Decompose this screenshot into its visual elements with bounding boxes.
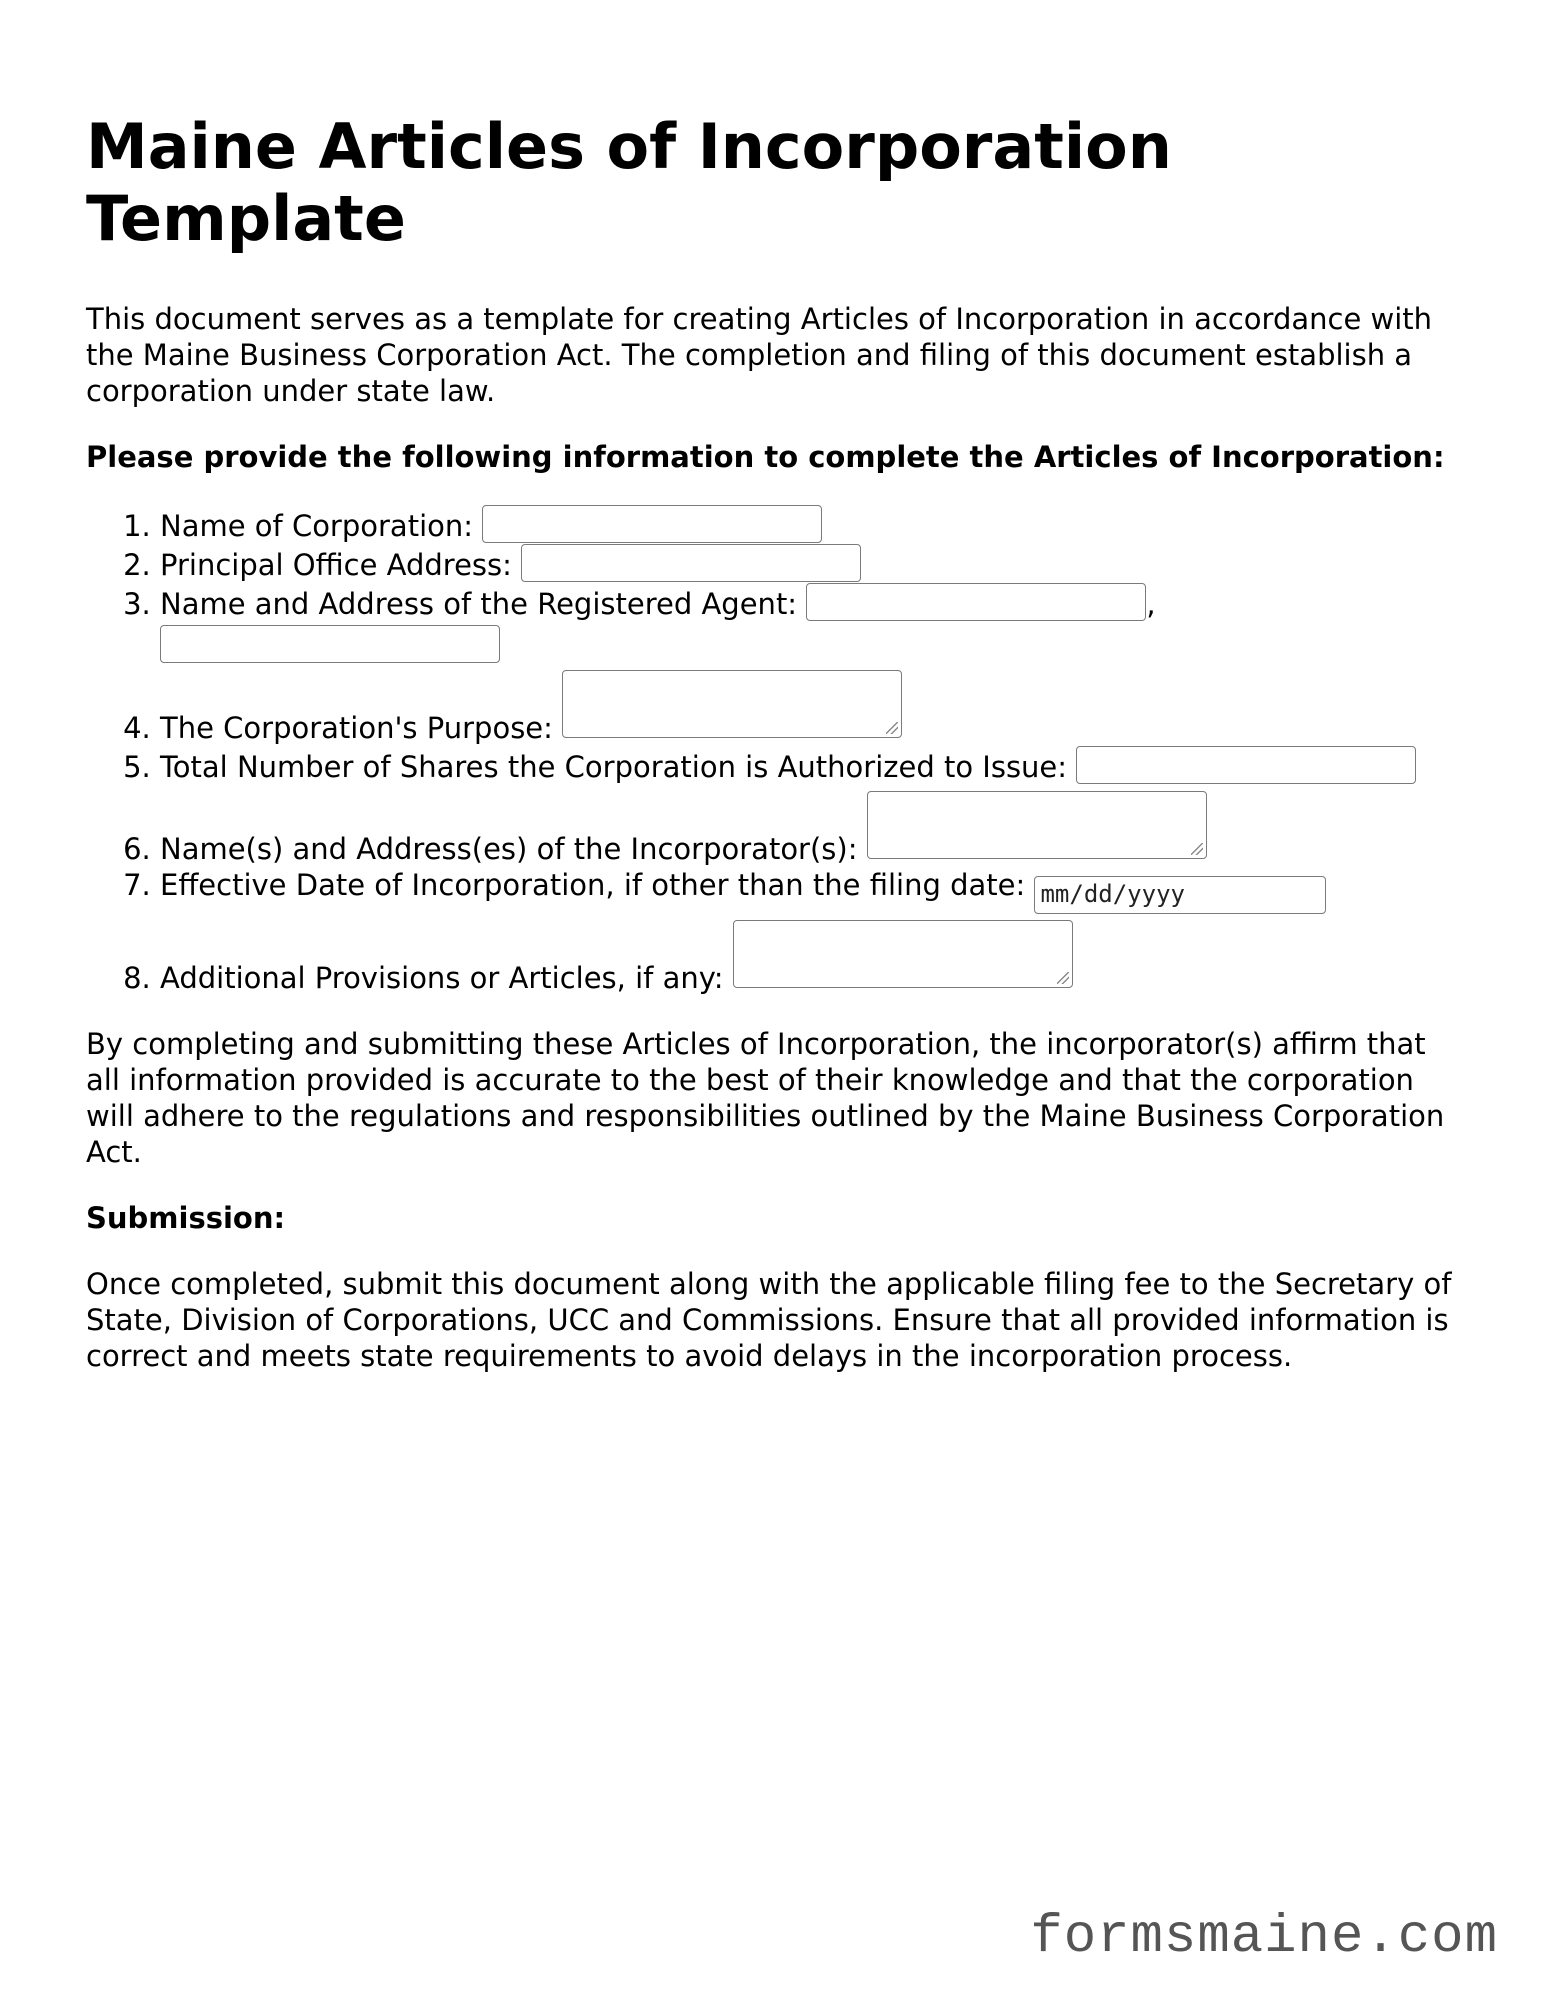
principal-office-label: Principal Office Address: [160, 548, 512, 582]
additional-provisions-textarea[interactable] [733, 920, 1073, 988]
registered-agent-separator: , [1146, 587, 1156, 621]
additional-provisions-label: Additional Provisions or Articles, if any: [160, 961, 724, 995]
list-item-effective-date [160, 867, 1466, 914]
principal-office-input[interactable] [521, 544, 861, 582]
incorporators-textarea[interactable] [867, 791, 1207, 859]
list-item-principal-office [160, 544, 1466, 583]
shares-input[interactable] [1076, 746, 1416, 784]
submission-heading: Submission: [86, 1201, 286, 1235]
registered-agent-label: Name and Address of the Registered Agent: [160, 587, 798, 621]
effective-date-label: Effective Date of Incorporation, if other than the filing date: [160, 868, 1026, 902]
site-watermark: formsmaine.com [1030, 1907, 1498, 1968]
incorporators-label: Name(s) and Address(es) of the Incorporator(s): [160, 832, 858, 866]
registered-agent-address-input[interactable] [160, 625, 500, 663]
registered-agent-address-line [160, 625, 1466, 664]
resize-grip-icon[interactable] [886, 722, 898, 734]
purpose-label: The Corporation's Purpose: [160, 711, 553, 745]
resize-grip-icon[interactable] [1057, 972, 1069, 984]
shares-label: Total Number of Shares the Corporation is Authorized to Issue: [160, 750, 1068, 784]
intro-paragraph: This document serves as a template for creating Articles of Incorporation in accordance with the Maine Business Corporation Act. The completion and filing of this document establish a corporation under state law. [86, 302, 1433, 408]
corporation-name-input[interactable] [482, 505, 822, 543]
corporation-name-label: Name of Corporation: [160, 509, 474, 543]
resize-grip-icon[interactable] [1191, 843, 1203, 855]
form-field-list [86, 505, 1466, 996]
document-page [86, 0, 1466, 1374]
list-item-additional-provisions [160, 920, 1466, 996]
registered-agent-name-input[interactable] [806, 583, 1146, 621]
list-item-corporation-name [160, 505, 1466, 544]
affirmation-paragraph: By completing and submitting these Articles of Incorporation, the incorporator(s) affirm that all information provided is accurate to the best of their knowledge and that the corporation will adhere to the regulations and responsibilities outlined by the Maine Business Corporation Act. [86, 1027, 1445, 1169]
list-item-purpose [160, 670, 1466, 746]
list-item-incorporators [160, 791, 1466, 867]
effective-date-input[interactable]: mm/dd/yyyy [1034, 876, 1326, 914]
instructions-heading: Please provide the following information to complete the Articles of Incorporation: [86, 440, 1445, 474]
list-item-shares [160, 746, 1466, 785]
purpose-textarea[interactable] [562, 670, 902, 738]
page-title: Maine Articles of Incorporation Template [86, 110, 1172, 255]
submission-paragraph: Once completed, submit this document along with the applicable filing fee to the Secretary of State, Division of Corporations, UCC and Commissions. Ensure that all provided information is correct and meets state requirements to avoid delays in the incorporation process. [86, 1267, 1452, 1373]
list-item-registered-agent [160, 583, 1466, 664]
